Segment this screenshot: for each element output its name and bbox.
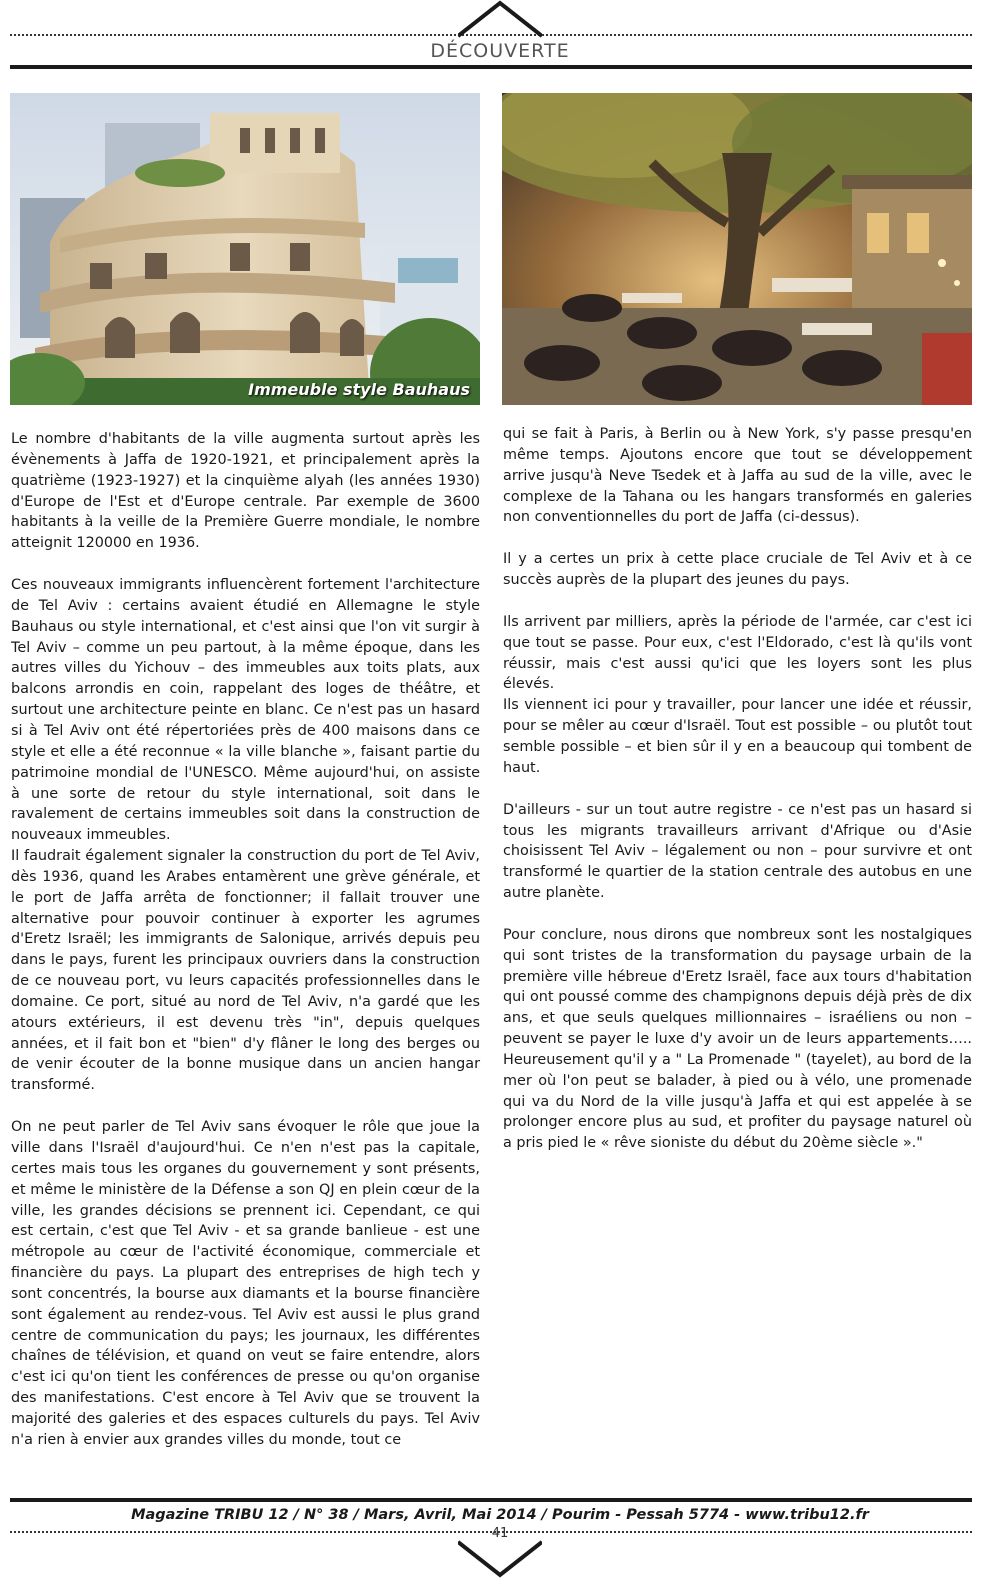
page-number: 41	[491, 1526, 509, 1541]
photo-courtyard-restaurant	[502, 93, 972, 405]
footer-thick-rule	[10, 1498, 972, 1502]
paragraph: Pour conclure, nous dirons que nombreux sont les nostalgiques qui sont tristes de la transformation du paysage urbain de la première ville hébreue d'Eretz Israël, face aux tours d'habitation qui ont poussé comme des champignons depuis déjà près de dix ans, et que seuls quelques millionnaires – israéliens ou non – peuvent se payer le luxe d'y avoir un de leurs appartements….. Heureusement qu'il y a " La Promenade " (tayelet), au bord de la mer où l'on peut se balader, à pied ou à vélo, une promenade qui va du Nord de la ville jusqu'à Jaffa et qui est appelée à se prolonger encore plus au sud, et profiter du paysage naturel où a pris pied le « rêve sioniste du début du 20ème siècle »."	[503, 926, 972, 1152]
paragraph: Il faudrait également signaler la construction du port de Tel Aviv, dès 1936, quand les Arabes entamèrent une grève générale, et le port de Jaffa arrêta de fonctionner; il fallait trouver une alternative pour pouvoir continuer à exporter les agrumes d'Eretz Israël; les immigrants de Salonique, arrivés depuis peu dans le pays, furent les principaux ouvriers dans la construction de ce nouveau port, vu leurs capacités professionnelles dans le domaine. Ce port, situé au nord de Tel Aviv, n'a gardé que les atours extérieurs, il est devenu très "in", depuis quelques années, et il fait bon et "bien" d'y flâner le long des berges ou de venir écouter de la bonne musique dans un ancien hangar transformé.	[11, 848, 480, 1094]
paragraph: Ils arrivent par milliers, après la période de l'armée, car c'est ici que tout se passe. Pour eux, c'est l'Eldorado, c'est là qu'ils vont réussir, mais c'est aussi qu'ici que les loyers sont les plus élevés.	[503, 613, 972, 693]
paragraph: D'ailleurs - sur un tout autre registre - ce n'est pas un hasard si tous les migrants travailleurs arrivant d'Afrique ou d'Asie choisissent Tel Aviv – légalement ou non – pour survivre et ont transformé le quartier de la station centrale des autobus en une autre planète.	[503, 801, 972, 902]
photo-caption: Immeuble style Bauhaus	[248, 380, 470, 399]
paragraph: Il y a certes un prix à cette place cruciale de Tel Aviv et à ce succès auprès de la plupart des jeunes du pays.	[503, 551, 972, 589]
article-left-column	[11, 429, 480, 1451]
photo-bauhaus-building	[10, 93, 480, 405]
paragraph: qui se fait à Paris, à Berlin ou à New York, s'y passe presqu'en même temps. Ajoutons encore que tout se développement arrive jusqu'à Neve Tsedek et à Jaffa au sud de la ville, avec le complexe de la Tahana ou les hangars transformés en galeries non conventionnelles du port de Jaffa (ci-dessus).	[503, 426, 972, 526]
article-right-column	[503, 424, 972, 1154]
header-thick-rule	[10, 65, 972, 69]
footer-publication-line: Magazine TRIBU 12 / N° 38 / Mars, Avril, Mai 2014 / Pourim - Pessah 5774 - www.tribu12.fr	[131, 1507, 869, 1523]
section-title: DÉCOUVERTE	[430, 40, 570, 62]
header-chevron-up-icon	[458, 0, 542, 40]
paragraph: Ces nouveaux immigrants influencèrent fortement l'architecture de Tel Aviv : certains avaient étudié en Allemagne le style Bauhaus ou style international, et c'est ainsi que l'on vit surgir à Tel Aviv – comme un peu partout, à la même époque, dans les autres villes du Yichouv – des immeubles aux toits plats, aux balcons arrondis en coin, rappelant des loges de théâtre, et surtout une architecture peinte en blanc. Ce n'est pas un hasard si à Tel Aviv ont été répertoriées près de 400 maisons dans ce style et elle a été reconnue « la ville blanche », faisant partie du patrimoine mondial de l'UNESCO. Même aujourd'hui, on assiste à une sorte de retour du style international, soit dans le ravalement de certains immeubles soit dans la construction de nouveaux immeubles.	[11, 577, 480, 844]
footer-chevron-down-icon	[458, 1538, 542, 1578]
paragraph: On ne peut parler de Tel Aviv sans évoquer le rôle que joue la ville dans l'Israël d'aujourd'hui. Ce n'en n'est pas la capitale, certes mais tous les organes du gouvernement y sont présents, et même le ministère de la Défense a son QJ en plein cœur de la ville, les grandes décisions se prennent ici. Cependant, ce qui est certain, c'est que Tel Aviv - et sa grande banlieue - est une métropole au cœur de l'activité économique, commerciale et financière du pays. La plupart des entreprises de high tech y sont concentrés, la bourse aux diamants et la bourse financière sont également au rendez-vous. Tel Aviv est aussi le plus grand centre de communication du pays; les journaux, les différentes chaînes de télévision, et quand on veut se faire entendre, alors c'est ici qu'on tient les conférences de presse ou qu'on organise des manifestations. C'est encore à Tel Aviv que se trouvent la majorité des galeries et des espaces culturels du pays. Tel Aviv n'a rien à envier aux grandes villes du monde, tout ce	[11, 1119, 480, 1448]
paragraph: Ils viennent ici pour y travailler, pour lancer une idée et réussir, pour se mêler au cœur d'Israël. Tout est possible – ou plutôt tout semble possible – et bien sûr il y en a beaucoup qui tombent de haut.	[503, 697, 972, 776]
paragraph: Le nombre d'habitants de la ville augmenta surtout après les évènements à Jaffa de 1920-1921, et principalement après la quatrième (1923-1927) et la cinquième alyah (les années 1930) d'Europe de l'Est et d'Europe centrale. Par exemple de 3600 habitants à la veille de la Première Guerre mondiale, le nombre atteignit 120000 en 1936.	[11, 431, 480, 552]
